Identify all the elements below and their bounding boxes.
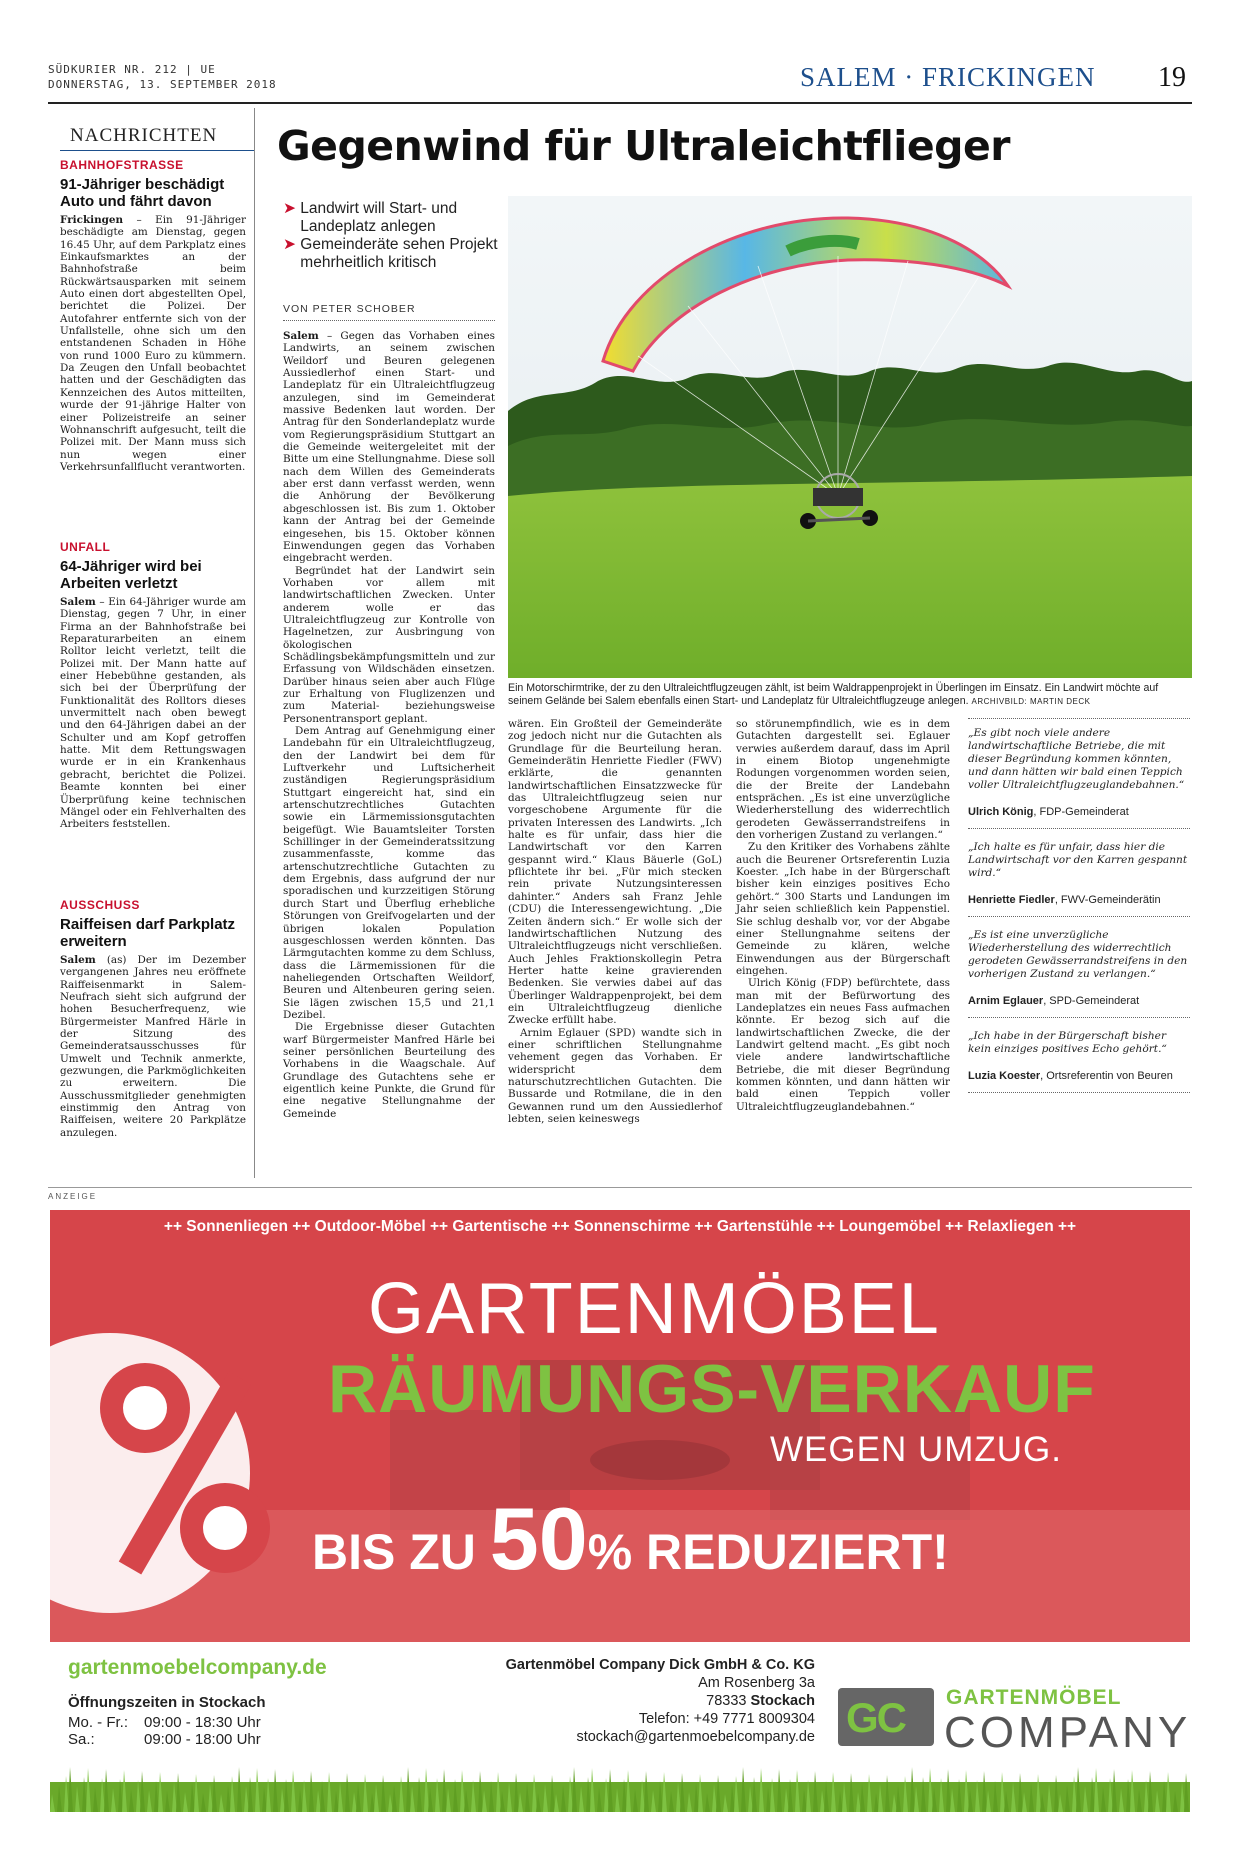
logo-gartenmoebel: GARTENMÖBEL	[946, 1686, 1122, 1709]
quote-text: „Es gibt noch viele andere landwirtschaftliche Betriebe, die mit dieser Begründung kommen könnten, und dann hätten wir bald einen Teppich voller Ultraleichtflugzeuglandebahnen.“	[968, 727, 1185, 791]
quote-author	[968, 806, 1190, 818]
sidebar-headline: Raiffeisen darf Parkplatz erweitern	[60, 916, 236, 950]
paragraph: so störunempfindlich, wie es in dem Gutachten dargestellt sei. Eglauer verwies außerdem darauf, dass im April in einem Biotop ungenehmigte Rodungen vorgenommen worden seien, die der Breite der Landebahn entsprächen. „Es ist eine unverzügliche Wiederherstellung des widerrechtlich gerodeten Gewässerrandstreifens in den vorherigen Zustand zu verlangen.“	[736, 718, 950, 842]
ad-line-reduziert	[312, 1488, 949, 1590]
quote-author	[968, 995, 1190, 1007]
paragraph: Zu den Kritiker des Vorhabens zählte auch die Beurener Ortsreferentin Luzia Koester. „Ich habe in der Bürgerschaft bisher kein einziges positives Echo gehört.“ 300 Starts und Landungen im Jahr seien schließlich kein Pappenstiel. Sie schlug deshalb vor, vor der Abgabe einer Stellungnahme seitens der Gemeinde zu klären, welche Einwendungen aus der Bürgerschaft eingehen.	[736, 841, 950, 977]
photo-credit: ARCHIVBILD: MARTIN DECK	[971, 697, 1091, 706]
sidebar-title-box	[60, 122, 254, 151]
paragraph: Arnim Eglauer (SPD) wandte sich in einer schriftlichen Stellungnahme vehement gegen das Vorhaben. Er widerspricht dem naturschutzrechtlichen Gutachten. Die Bussarde und Rotmilane, die in den Gewannen rund um den Aussiedlerhof lebten, seien keineswegs	[508, 1026, 722, 1125]
company-phone: Telefon: +49 7771 8009304	[638, 1711, 815, 1727]
paper-line: SÜDKURIER NR. 212 | UE	[48, 63, 216, 76]
quote-divider	[968, 916, 1190, 917]
arrow-icon: ➤	[283, 236, 301, 253]
hours-table	[68, 1714, 328, 1748]
date-line: DONNERSTAG, 13. SEPTEMBER 2018	[48, 78, 277, 91]
quote-name: Ulrich König	[968, 806, 1034, 818]
sidebar-item-3	[60, 898, 246, 1139]
quote-name: Luzia Koester	[968, 1070, 1041, 1082]
sidebar-lead: Salem	[60, 954, 96, 966]
deck-item	[283, 236, 498, 272]
ad-text-bis-zu: BIS ZU	[312, 1524, 490, 1580]
article-deck	[283, 200, 498, 272]
quote-role: , FDP-Gemeinderat	[1033, 806, 1129, 818]
company-zip: 78333	[706, 1693, 751, 1709]
sidebar-body: – Ein 64-Jähriger wurde am Dienstag, gegen 7 Uhr, in einer Firma an der Bahnhofstraße bei Reparaturarbeiten an einem Rolltor leicht verletzt, teilt die Polizei mit. Der Mann hatte auf einer Hebebühne gestanden, als sich bei der Überprüfung der Funktionalität des Rolltors dieses unvermittelt nach oben bewegt und den 64-Jährigen dabei an der Schulter und am Kopf getroffen hatte. Mit dem Rettungswagen wurde er in ein Krankenhaus gebracht, berichtet die Polizei. Beamte konnten bei einer Überprüfung keine technischen Mängel oder ein Fehlverhalten des Arbeiters feststellen.	[60, 596, 246, 831]
sidebar-kicker: UNFALL	[60, 540, 111, 554]
gc-logo-box	[838, 1688, 934, 1746]
quote-author	[968, 894, 1190, 906]
header-rule	[48, 102, 1192, 104]
paragraph: wären. Ein Großteil der Gemeinderäte zog jedoch nicht nur die Gutachten als Grundlage für die Beurteilung heran. Gemeinderätin Henriette Fiedler (FWV) erklärte, die genannten landwirtschaftlichen Einsatzzwecke für das Ultraleichtflugzeug seien nur vorgeschobene Argumente für die privaten Interessen des Landwirts. „Ich halte es für unfair, dass hier die Landwirtschaft vor den Karren gespannt wird.“ Klaus Bäuerle (GoL) pflichtete ihr bei. „Für mich stecken rein private Nutzungsinteressen dahinter.“ Anders sah Franz Jehle (CDU) die Interessengewichtung. „Die Zeiten ändern sich.“ Er wolle sich der landwirtschaftlichen Nutzung des Ultraleichtflugzeugs nicht verschließen. Auch Jehles Fraktionskollegin Petra Herter hatte keine gravierenden Bedenken. Sie verwies dabei auf das Überlinger Waldrappenprojekt, bei dem ein Ultraleichtflugzeug dienliche Zwecke erfüllt habe.	[508, 718, 722, 1027]
quote-text: „Ich halte es für unfair, dass hier die Landwirtschaft vor den Karren gespannt wird.“	[968, 841, 1188, 879]
paper-info	[48, 62, 277, 92]
quote-text: „Es ist eine unverzügliche Wiederherstellung des widerrechtlich gerodeten Gewässerrandstreifens in den vorherigen Zustand zu verlangen.“	[968, 929, 1188, 980]
article-column-3	[736, 718, 950, 1113]
company-city-line	[430, 1692, 815, 1710]
quote-name: Henriette Fiedler	[968, 894, 1055, 906]
ad-line-raeumungsverkauf: RÄUMUNGS-VERKAUF	[328, 1351, 1096, 1427]
quote-divider	[968, 1017, 1190, 1018]
ad-line-gartenmoebel: GARTENMÖBEL	[368, 1269, 941, 1349]
sidebar-title: NACHRICHTEN	[70, 125, 218, 146]
paragraph: Die Ergebnisse dieser Gutachten warf Bürgermeister Manfred Härle bei seiner persönlichen Beurteilung des Vorhabens in die Waagschale. Auf Grundlage des Gutachtens sehe er eigentlich keine Punkte, die Grund für eine negative Stellungnahme der Gemeinde	[283, 1021, 495, 1120]
ad-banner	[50, 1210, 1190, 1642]
quote-text: „Ich habe in der Bürgerschaft bisher kein einziges positives Echo gehört.“	[968, 1030, 1167, 1055]
paragraph: Dem Antrag auf Genehmigung einer Landebahn für ein Ultraleichtflugzeug, den der Landwirt bei dem für Luftverkehr und Luftsicherheit zuständigen Regierungspräsidium Stuttgart eingereicht hat, sind ein artenschutzrechtliches Gutachten sowie ein Lärmemissionsgutachten beigefügt. Wie Bauamtsleiter Torsten Schillinger in der Gemeinderatssitzung zusammenfasste, komme das artenschutzrechtliche Gutachten zu dem Ergebnis, dass aufgrund der nur sporadischen und kurzzeitigen Störung durch Start und Überflug erhebliche Störungen von Greifvogelarten und der übrigen lokalen Population ausgeschlossen werden könnten. Das Lärmgutachten komme zu dem Schluss, dass die Lärmemissionen für die naheliegenden Ortschaften Weildorf, Beuren und Altenbeuren gering seien. Sie lägen zwischen 15,5 und 21,1 Dezibel.	[283, 725, 495, 1021]
quote-divider	[968, 718, 1190, 719]
sidebar-item-2	[60, 540, 246, 831]
byline: VON PETER SCHOBER	[283, 303, 416, 315]
hours-title: Öffnungszeiten in Stockach	[68, 1694, 266, 1711]
photo-caption	[508, 682, 1192, 708]
gc-logo-letters: GC	[846, 1694, 905, 1741]
hours-time: 09:00 - 18:30 Uhr	[144, 1714, 261, 1731]
quote-name: Arnim Eglauer	[968, 995, 1044, 1007]
hours-days: Sa.:	[68, 1731, 95, 1748]
sidebar-lead: Frickingen	[60, 214, 124, 226]
ad-text-50: 50	[489, 1489, 588, 1588]
article-column-2	[508, 718, 722, 1125]
sidebar-body: – Ein 91-Jähriger beschädigte am Dienstag, gegen 16.45 Uhr, auf dem Parkplatz eines Einkaufsmarktes an der Bahnhofstraße beim Rückwärtsausparken mit seinem Auto einen dort abgestellten Opel, berichtet die Polizei. Der Autofahrer entfernte sich von der Unfallstelle, ohne sich um den entstandenen Schaden in Höhe von rund 1000 Euro zu kümmern. Da Zeugen den Unfall beobachtet hatten und der Geschädigten das Kennzeichen des Autos mitteilten, wurde der 91-jährige Halter von einer Polizeistreife an seiner Wohnanschrift aufgesucht, teilt die Polizei mit. Der Mann muss sich nun wegen einer Verkehrsunfallflucht verantworten.	[60, 214, 246, 473]
byline-divider	[283, 320, 495, 321]
ad-line-wegen-umzug: WEGEN UMZUG.	[770, 1430, 1062, 1469]
sidebar-text	[60, 596, 246, 831]
ad-website-link[interactable]: gartenmoebelcompany.de	[68, 1656, 327, 1679]
article-column-1	[283, 330, 495, 1120]
quote-role: , Ortsreferentin von Beuren	[1040, 1070, 1173, 1082]
logo-company: COMPANY	[944, 1708, 1192, 1757]
paragraph-text: – Gegen das Vorhaben eines Landwirts, an seinem zwischen Weildorf und Beuren gelegenen Aussiedlerhof einen Start- und Landeplatz für ein Ultraleichtflugzeug anzulegen, sind im Gemeinderat massive Bedenken laut worden. Der Antrag für den Sonderlandeplatz wurde vom Regierungspräsidium Stuttgart an die Gemeinde weitergeleitet mit der Bitte um eine Stellungnahme. Diese soll nach dem Willen des Gemeinderats aber erst dann verfasst werden, wenn die Anhörung der Bevölkerung abgeschlossen ist. Bis zum 1. Oktober kann der Antrag bei der Gemeinde eingesehen, bis 15. Oktober können Einwendungen gegen das Vorhaben eingebracht werden.	[283, 330, 495, 565]
ad-label: ANZEIGE	[48, 1192, 98, 1201]
company-address	[430, 1656, 815, 1746]
dateline: Salem	[283, 330, 319, 342]
paraglider-trike-image	[508, 196, 1192, 678]
ad-rule	[48, 1187, 1192, 1188]
quote-role: , SPD-Gemeinderat	[1043, 995, 1140, 1007]
sidebar-item-1	[60, 158, 246, 473]
sidebar-body: (as) Der im Dezember vergangenen Jahres neu eröffnete Raiffeisenmarkt in Salem-Neufrach sieht sich aufgrund der hohen Besucherfrequenz, wie Bürgermeister Manfred Härle in der Sitzung des Gemeinderatsausschusses für Umwelt und Technik anmerkte, gezwungen, die Parkmöglichkeiten zu erweitern. Die Ausschussmitglieder genehmigten einstimmig den Antrag von Raiffeisen, weitere 20 Parkplätze anzulegen.	[60, 954, 246, 1139]
percent-badge	[50, 1328, 340, 1618]
deck-item	[283, 200, 498, 236]
paragraph: Begründet hat der Landwirt sein Vorhaben vor allem mit landwirtschaftlichen Zwecken. Unter anderem wolle er das Ultraleichtflugzeug zur Kontrolle von Hagelnetzen, zur Ausbringung von ökologischen Schädlingsbekämpfungsmitteln und zur Erfassung von Wildschäden einsetzen. Darüber hinaus seien aber auch Flüge zur Erhaltung von Fluglizenzen und zum Material- beziehungsweise Personentransport geplant.	[283, 564, 495, 725]
grass-strip-image	[50, 1752, 1190, 1812]
deck-text: Landwirt will Start- und Landeplatz anlegen	[300, 200, 458, 235]
sidebar-kicker: AUSSCHUSS	[60, 898, 140, 912]
hours-row	[68, 1731, 328, 1748]
hours-row	[68, 1714, 328, 1731]
paragraph: Ulrich König (FDP) befürchtete, dass man mit der Befürwortung des Landeplatzes ein neues Fass aufmachen könnte. Er bezog sich auf die landwirtschaftlichen Zwecke, die der Landwirt geltend macht. „Es gibt noch viele andere landwirtschaftliche Betriebe, die mit dieser Begründung kommen könnten, und dann hätten wir bald einen Teppich voller Ultraleichtflugzeuglandebahnen.“	[736, 977, 950, 1113]
quote-divider	[968, 828, 1190, 829]
sidebar-text	[60, 954, 246, 1139]
hours-time: 09:00 - 18:00 Uhr	[144, 1731, 261, 1748]
sidebar-headline: 64-Jähriger wird bei Arbeiten verletzt	[60, 558, 202, 592]
quote-role: , FWV-Gemeinderätin	[1054, 894, 1161, 906]
company-city: Stockach	[750, 1693, 815, 1709]
quotes-column	[968, 718, 1190, 1093]
quote-divider	[968, 1092, 1190, 1093]
ad-product-list: ++ Sonnenliegen ++ Outdoor-Möbel ++ Gartentische ++ Sonnenschirme ++ Gartenstühle ++ Loungemöbel ++ Relaxliegen ++	[163, 1218, 1077, 1235]
article-photo	[508, 196, 1192, 678]
article-headline: Gegenwind für Ultraleichtflieger	[277, 122, 1011, 170]
deck-text: Gemeinderäte sehen Projekt mehrheitlich kritisch	[300, 236, 498, 271]
quote-author	[968, 1070, 1190, 1082]
sidebar-lead: Salem	[60, 596, 96, 608]
ad-text-reduziert: % REDUZIERT!	[587, 1524, 949, 1580]
caption-text: Ein Motorschirmtrike, der zu den Ultraleichtflugzeugen zählt, ist beim Waldrappenprojekt in Überlingen im Einsatz. Ein Landwirt möchte auf seinem Gelände bei Salem ebenfalls einen Start- und Landeplatz für Ultraleichtflugzeuge anlegen.	[508, 682, 1159, 707]
percent-icon	[50, 1328, 340, 1618]
hours-days: Mo. - Fr.:	[68, 1714, 128, 1731]
company-email[interactable]: stockach@gartenmoebelcompany.de	[576, 1729, 815, 1745]
company-name: Gartenmöbel Company Dick GmbH & Co. KG	[505, 1657, 815, 1673]
sidebar-kicker: BAHNHOFSTRASSE	[60, 158, 184, 172]
arrow-icon: ➤	[283, 200, 301, 217]
company-street: Am Rosenberg 3a	[698, 1675, 815, 1691]
section-title: SALEM · FRICKINGEN	[800, 62, 1096, 92]
paragraph	[283, 330, 495, 565]
sidebar-text	[60, 214, 246, 473]
sidebar-headline: 91-Jähriger beschädigt Auto und fährt davon	[60, 176, 225, 210]
page-number: 19	[1158, 62, 1186, 93]
